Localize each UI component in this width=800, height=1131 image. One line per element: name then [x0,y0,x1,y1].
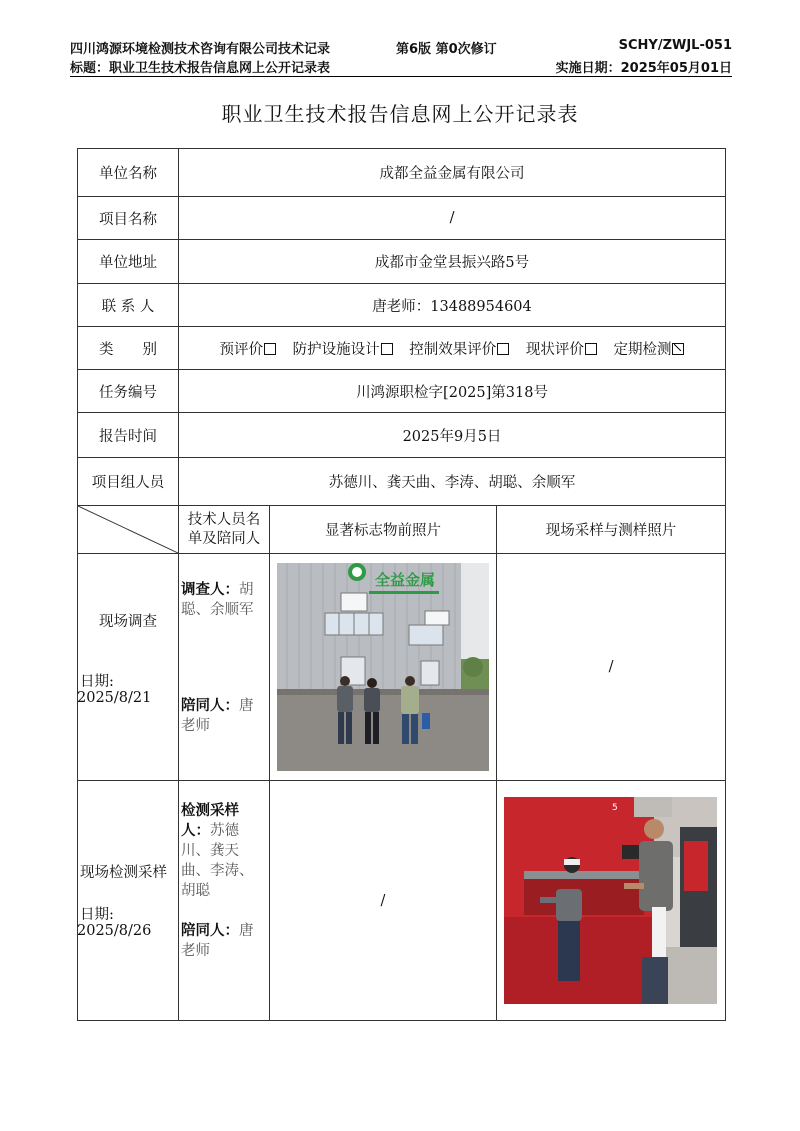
staff-column-header: 技术人员名单及陪同人 [179,506,270,554]
row-unit-name [78,149,726,197]
sampling-label: 现场检测采样 [80,865,167,881]
machine-number: 5 [612,803,618,813]
category-option-label: 定期检测 [613,341,672,358]
team-value: 苏德川、龚天曲、李涛、胡聪、余顺军 [179,458,726,506]
project-name-label: 项目名称 [78,197,179,240]
category-option-label: 控制效果评价 [409,341,497,358]
companion-label: 陪同人： [181,922,239,939]
checkbox[interactable] [381,343,393,355]
survey-staff-cell [179,554,270,781]
address-value: 成都市金堂县振兴路5号 [179,240,726,284]
sampling-label-cell [78,781,179,1021]
sampler-names: 苏德川、龚天曲、李涛、胡聪 [181,823,254,899]
row-report-time [78,413,726,458]
task-no-label: 任务编号 [78,370,179,413]
survey-label: 现场调查 [99,614,157,630]
category-options [179,327,726,370]
sampling-photo [504,797,717,1004]
report-time-value: 2025年9月5日 [179,413,726,458]
investigator-label: 调查人： [181,581,239,598]
workshop-photo-image [504,797,717,1004]
company-record-title: 四川鸿源环境检测技术咨询有限公司技术记录 [70,42,331,57]
document-code: SCHY/ZWJL-051 [618,38,732,53]
companion-name: 唐老师 [181,698,254,734]
address-label: 单位地址 [78,240,179,284]
survey-landmark-photo-cell [270,554,497,781]
landmark-photo [277,563,489,771]
sampling-landmark-photo-cell: / [270,781,497,1021]
unit-name-label: 单位名称 [78,149,179,197]
document-subject: 标题：职业卫生技术报告信息网上公开记录表 [70,61,331,76]
row-contact [78,284,726,327]
record-table [77,148,726,1021]
version-info: 第6版 第0次修订 [396,42,497,57]
row-category [78,327,726,370]
row-team [78,458,726,506]
companion-name: 唐老师 [181,923,254,959]
doc-header-row-1 [70,38,732,56]
category-option-protection-design[interactable] [293,342,393,358]
companion-label: 陪同人： [181,697,239,714]
checkbox[interactable] [672,343,684,355]
category-option-status-evaluation[interactable] [526,342,597,358]
row-site-sampling [78,781,726,1021]
investigator-names: 胡聪、余顺军 [181,582,254,618]
page-title: 职业卫生技术报告信息网上公开记录表 [221,102,579,126]
task-no-value: 川鸿源职检字[2025]第318号 [179,370,726,413]
report-time-label: 报告时间 [78,413,179,458]
category-option-pre-evaluation[interactable] [220,342,277,358]
contact-label: 联 系 人 [78,284,179,327]
checkbox[interactable] [264,343,276,355]
sampler-label: 检测采样人： [181,802,239,839]
contact-value: 唐老师：13488954604 [179,284,726,327]
survey-companion [181,696,267,736]
survey-sampling-photo-cell: / [497,554,726,781]
doc-header-row-2 [70,57,732,75]
row-photo-header [78,506,726,554]
sign-text: 全益金属 [374,571,436,589]
building-photo-image [277,563,489,771]
survey-date: 2025/8/21 [77,690,152,706]
row-project-name [78,197,726,240]
sampling-date: 2025/8/26 [77,923,152,939]
row-address [78,240,726,284]
sampling-staff-cell [179,781,270,1021]
category-option-label: 现状评价 [525,341,584,358]
unit-name-value: 成都全益金属有限公司 [179,149,726,197]
sampling-photo-column-header: 现场采样与测样照片 [497,506,726,554]
survey-label-cell [78,554,179,781]
category-option-label: 防护设施设计 [292,341,380,358]
header-divider [70,76,732,77]
sampling-companion [181,921,267,961]
row-site-survey [78,554,726,781]
survey-investigators [181,580,267,620]
effective-date: 实施日期：2025年05月01日 [555,61,732,76]
project-name-value: / [179,197,726,240]
diagonal-header-cell [78,506,179,554]
survey-date-label: 日期: [80,674,114,690]
category-option-periodic-testing[interactable] [613,342,684,358]
checkbox[interactable] [497,343,509,355]
category-option-label: 预评价 [219,341,264,358]
landmark-photo-column-header: 显著标志物前照片 [270,506,497,554]
sampling-date-label: 日期: [80,907,114,923]
sampling-samplers [181,801,267,901]
checkbox[interactable] [585,343,597,355]
team-label: 项目组人员 [78,458,179,506]
category-label: 类 别 [78,327,179,370]
row-task-no [78,370,726,413]
category-option-control-effect[interactable] [409,342,509,358]
sampling-photo-cell [497,781,726,1021]
diagonal-line [78,506,178,553]
